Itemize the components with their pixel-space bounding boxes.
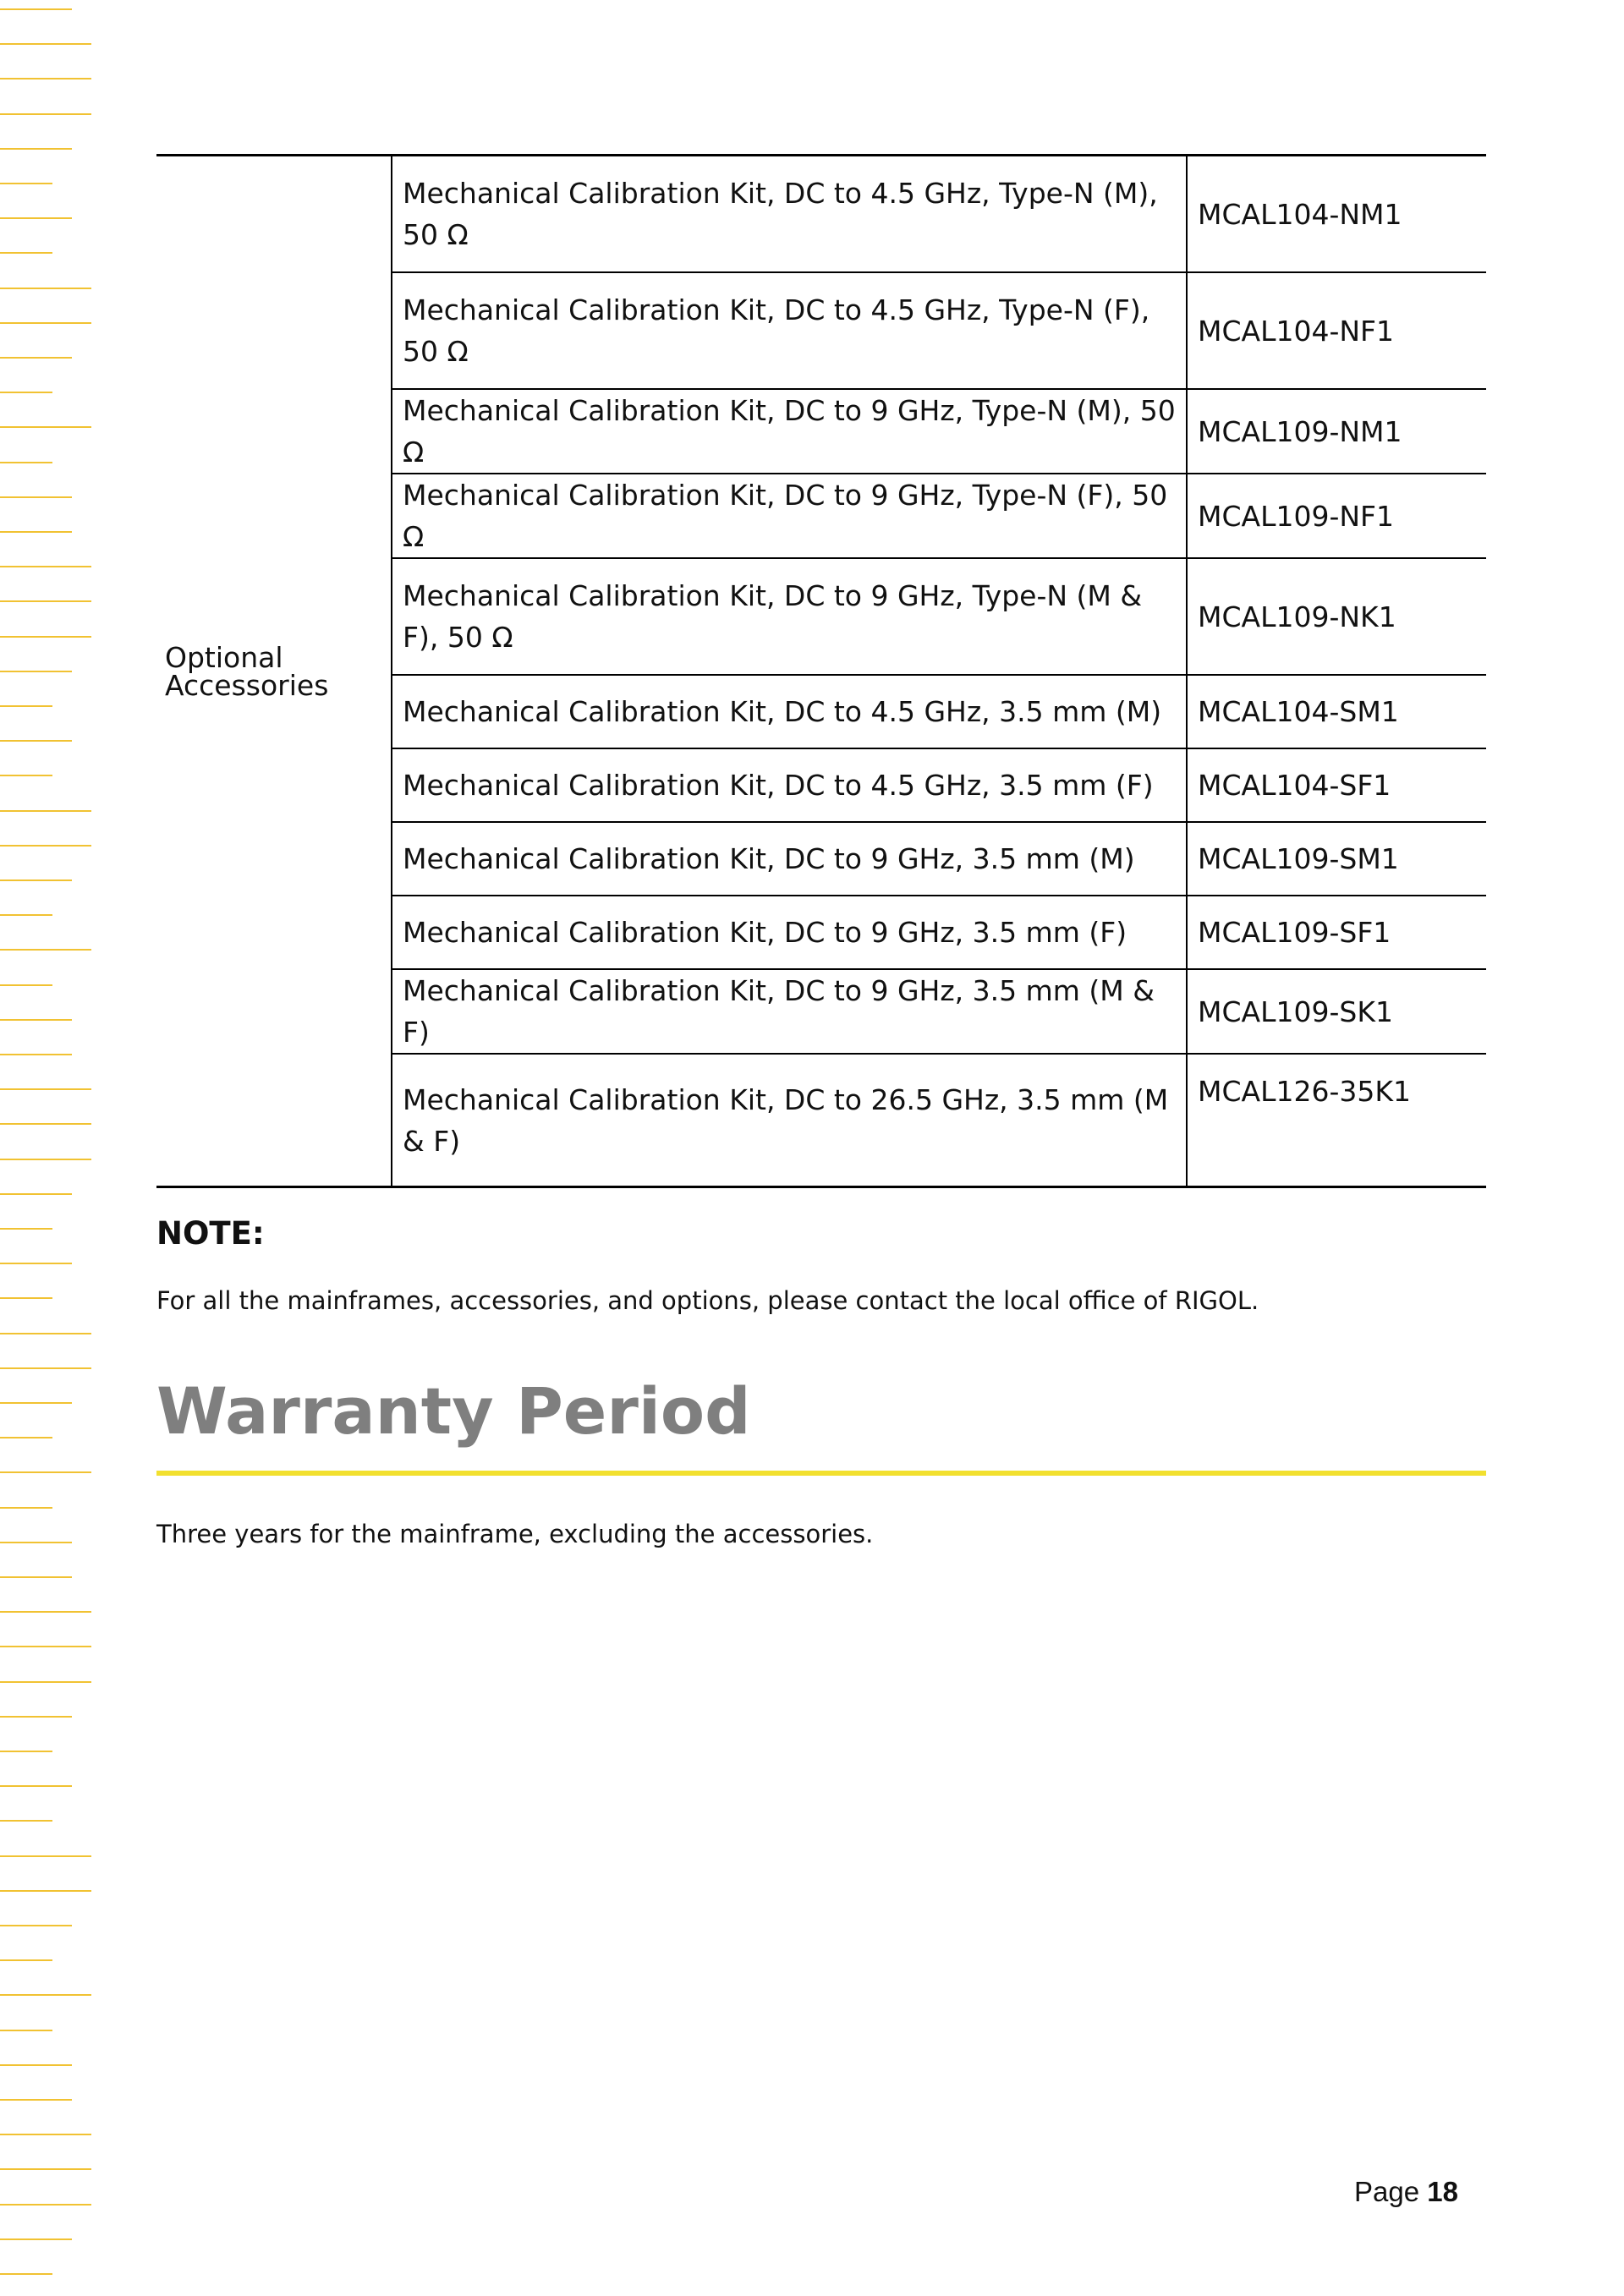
accessories-table xyxy=(156,154,1486,1188)
margin-line xyxy=(0,1193,72,1195)
model-cell: MCAL104-SF1 xyxy=(1187,748,1486,822)
margin-line xyxy=(0,322,91,324)
page-content xyxy=(156,154,1486,1548)
model-cell: MCAL109-NM1 xyxy=(1187,389,1486,474)
margin-line xyxy=(0,1716,72,1718)
model-cell: MCAL104-NM1 xyxy=(1187,156,1486,273)
note-title: NOTE: xyxy=(156,1215,265,1252)
margin-line xyxy=(0,8,72,10)
margin-line xyxy=(0,1576,72,1578)
margin-line xyxy=(0,1646,91,1647)
margin-line xyxy=(0,531,72,533)
description-cell: Mechanical Calibration Kit, DC to 4.5 GHz, 3.5 mm (M) xyxy=(392,675,1187,748)
margin-line xyxy=(0,43,91,45)
margin-line xyxy=(0,78,91,79)
page-number xyxy=(1354,2176,1458,2208)
margin-line xyxy=(0,2273,52,2275)
description-cell: Mechanical Calibration Kit, DC to 9 GHz, Type-N (F), 50 Ω xyxy=(392,474,1187,558)
group-label: Optional Accessories xyxy=(165,640,329,702)
group-label-cell xyxy=(156,156,392,1187)
margin-line xyxy=(0,775,52,776)
margin-line xyxy=(0,600,91,602)
page-label: Page xyxy=(1354,2176,1420,2207)
margin-line xyxy=(0,1611,91,1613)
table-row xyxy=(156,156,1486,273)
margin-line xyxy=(0,1088,91,1090)
description-cell: Mechanical Calibration Kit, DC to 4.5 GHz, 3.5 mm (F) xyxy=(392,748,1187,822)
margin-line xyxy=(0,1019,72,1021)
margin-line xyxy=(0,845,91,847)
margin-line xyxy=(0,1890,91,1892)
margin-line xyxy=(0,1542,72,1543)
margin-line xyxy=(0,1054,72,1055)
margin-line xyxy=(0,2238,72,2240)
model-cell: MCAL104-SM1 xyxy=(1187,675,1486,748)
margin-line xyxy=(0,2168,91,2170)
margin-line xyxy=(0,1855,91,1857)
margin-line xyxy=(0,1123,91,1125)
margin-line xyxy=(0,914,52,916)
margin-line xyxy=(0,1297,52,1299)
margin-line xyxy=(0,1820,52,1822)
heading-rule xyxy=(156,1471,1486,1476)
description-cell: Mechanical Calibration Kit, DC to 9 GHz, 3.5 mm (M & F) xyxy=(392,969,1187,1054)
margin-line xyxy=(0,636,91,638)
margin-line xyxy=(0,1263,72,1264)
margin-line xyxy=(0,740,72,742)
model-cell: MCAL104-NF1 xyxy=(1187,272,1486,389)
margin-line xyxy=(0,1959,52,1961)
margin-line xyxy=(0,566,91,567)
margin-line xyxy=(0,288,91,289)
description-cell: Mechanical Calibration Kit, DC to 4.5 GHz, Type-N (M), 50 Ω xyxy=(392,156,1187,273)
margin-line xyxy=(0,1471,91,1473)
model-cell: MCAL109-NF1 xyxy=(1187,474,1486,558)
margin-line xyxy=(0,1507,52,1509)
margin-line xyxy=(0,462,52,463)
model-cell: MCAL126-35K1 xyxy=(1187,1054,1486,1187)
margin-line xyxy=(0,1925,72,1926)
model-cell: MCAL109-SF1 xyxy=(1187,896,1486,969)
margin-line xyxy=(0,1994,91,1996)
margin-line xyxy=(0,217,72,219)
description-cell: Mechanical Calibration Kit, DC to 9 GHz, 3.5 mm (F) xyxy=(392,896,1187,969)
section-heading: Warranty Period xyxy=(156,1373,751,1449)
margin-line xyxy=(0,1228,52,1230)
margin-line xyxy=(0,1402,72,1404)
margin-line xyxy=(0,426,91,428)
margin-line xyxy=(0,2099,72,2101)
description-cell: Mechanical Calibration Kit, DC to 4.5 GHz, Type-N (F), 50 Ω xyxy=(392,272,1187,389)
page-number-value: 18 xyxy=(1427,2176,1458,2207)
margin-line xyxy=(0,2030,52,2031)
margin-line xyxy=(0,1367,91,1369)
margin-line xyxy=(0,1751,52,1752)
margin-line xyxy=(0,1159,91,1160)
warranty-text: Three years for the mainframe, excluding the accessories. xyxy=(156,1520,874,1548)
margin-line xyxy=(0,2064,72,2066)
margin-line xyxy=(0,810,91,812)
margin-line xyxy=(0,705,52,707)
model-cell: MCAL109-NK1 xyxy=(1187,558,1486,675)
margin-line xyxy=(0,2204,91,2206)
margin-line xyxy=(0,1785,72,1787)
description-cell: Mechanical Calibration Kit, DC to 9 GHz, 3.5 mm (M) xyxy=(392,822,1187,896)
model-cell: MCAL109-SM1 xyxy=(1187,822,1486,896)
description-cell: Mechanical Calibration Kit, DC to 26.5 GHz, 3.5 mm (M & F) xyxy=(392,1054,1187,1187)
margin-line xyxy=(0,1333,91,1334)
margin-line xyxy=(0,984,52,986)
margin-line xyxy=(0,252,52,254)
description-cell: Mechanical Calibration Kit, DC to 9 GHz, Type-N (M & F), 50 Ω xyxy=(392,558,1187,675)
margin-line xyxy=(0,949,91,951)
margin-line xyxy=(0,357,72,359)
margin-line xyxy=(0,1681,91,1683)
margin-line xyxy=(0,671,72,672)
margin-line xyxy=(0,2134,91,2135)
model-cell: MCAL109-SK1 xyxy=(1187,969,1486,1054)
description-cell: Mechanical Calibration Kit, DC to 9 GHz, Type-N (M), 50 Ω xyxy=(392,389,1187,474)
margin-line xyxy=(0,113,91,115)
margin-line xyxy=(0,392,52,393)
margin-line xyxy=(0,148,72,150)
margin-line xyxy=(0,879,72,881)
note-text: For all the mainframes, accessories, and options, please contact the local office of RIGOL. xyxy=(156,1286,1259,1315)
margin-decoration xyxy=(0,0,102,2296)
margin-line xyxy=(0,183,52,184)
margin-line xyxy=(0,496,72,498)
margin-line xyxy=(0,1437,52,1438)
